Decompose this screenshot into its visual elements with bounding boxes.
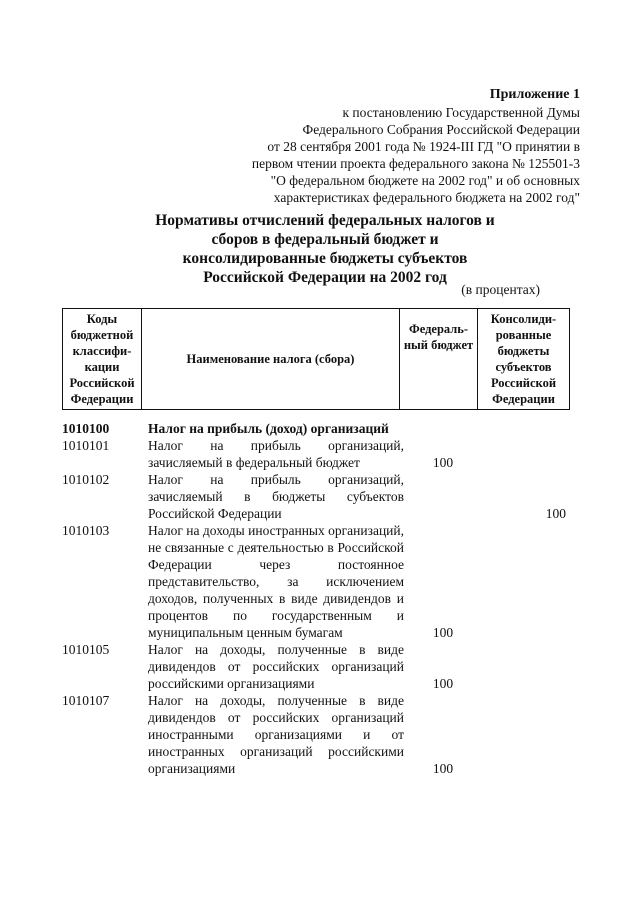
row-code: 1010105 [62, 642, 110, 657]
row-consolidated [482, 420, 568, 437]
row-consolidated [482, 692, 568, 777]
table-row [62, 471, 568, 522]
row-code: 1010103 [62, 523, 110, 538]
row-federal [404, 471, 482, 522]
appendix-line: характеристиках федерального бюджета на 2002 год" [273, 190, 580, 205]
header-code: Коды бюджетной классифи-кации Российской Федерации [63, 309, 142, 409]
row-name: Налог на прибыль организаций, зачисляемый в бюджеты субъектов Российской Федерации [148, 472, 404, 521]
header-consolidated: Консолиди-рованные бюджеты субъектов Российской Федерации [490, 312, 557, 406]
appendix-line: Федерального Собрания Российской Федерации [302, 122, 580, 137]
row-consolidated [482, 437, 568, 471]
table-row [62, 641, 568, 692]
table-row [62, 692, 568, 777]
table-row [62, 522, 568, 641]
title-line: консолидированные бюджеты субъектов [182, 250, 468, 267]
units-note: (в процентах) [461, 282, 540, 297]
title-line: сборов в федеральный бюджет и [211, 231, 439, 248]
row-consolidated [482, 641, 568, 692]
appendix-title: Приложение 1 [489, 87, 580, 102]
row-name: Налог на доходы иностранных организаций, не связанные с деятельностью в Российской Федерации через постоянное представительство, за исключением доходов, полученных в виде дивидендов и процентов по государственным и муниципальным ценным бумагам [148, 523, 404, 640]
row-code: 1010107 [62, 693, 110, 708]
row-consolidated [482, 522, 568, 641]
table-row [62, 437, 568, 471]
row-federal: 100 [432, 625, 454, 640]
row-name: Налог на прибыль организаций, зачисляемый в федеральный бюджет [148, 438, 404, 470]
appendix-line: "О федеральном бюджете на 2002 год" и об основных [270, 173, 580, 188]
row-federal: 100 [432, 761, 454, 776]
appendix-reference [252, 104, 580, 206]
title-line: Российской Федерации на 2002 год [203, 269, 447, 286]
table-header [62, 308, 570, 410]
row-name: Налог на доходы, полученные в виде дивидендов от российских организаций иностранными организациями и от иностранных организаций российскими организациями [148, 693, 404, 776]
row-code: 1010100 [62, 421, 110, 436]
row-code: 1010101 [62, 438, 110, 453]
appendix-line: к постановлению Государственной Думы [342, 105, 580, 120]
title-line: Нормативы отчислений федеральных налогов и [155, 212, 495, 229]
table-body [62, 420, 568, 777]
row-consolidated: 100 [545, 506, 566, 521]
row-federal: 100 [432, 455, 454, 470]
header-federal: Федераль-ный бюджет [400, 309, 478, 409]
table-row [62, 420, 568, 437]
row-name: Налог на прибыль (доход) организаций [148, 421, 389, 436]
appendix-line: от 28 сентября 2001 года № 1924-III ГД "О принятии в [267, 139, 580, 154]
row-federal: 100 [432, 676, 454, 691]
document-title [120, 211, 530, 287]
row-federal [404, 420, 482, 437]
row-code: 1010102 [62, 472, 110, 487]
header-name: Наименование налога (сбора) [142, 309, 400, 409]
row-name: Налог на доходы, полученные в виде дивидендов от российских организаций российскими организациями [148, 642, 404, 691]
appendix-line: первом чтении проекта федерального закона № 125501-3 [251, 156, 580, 171]
